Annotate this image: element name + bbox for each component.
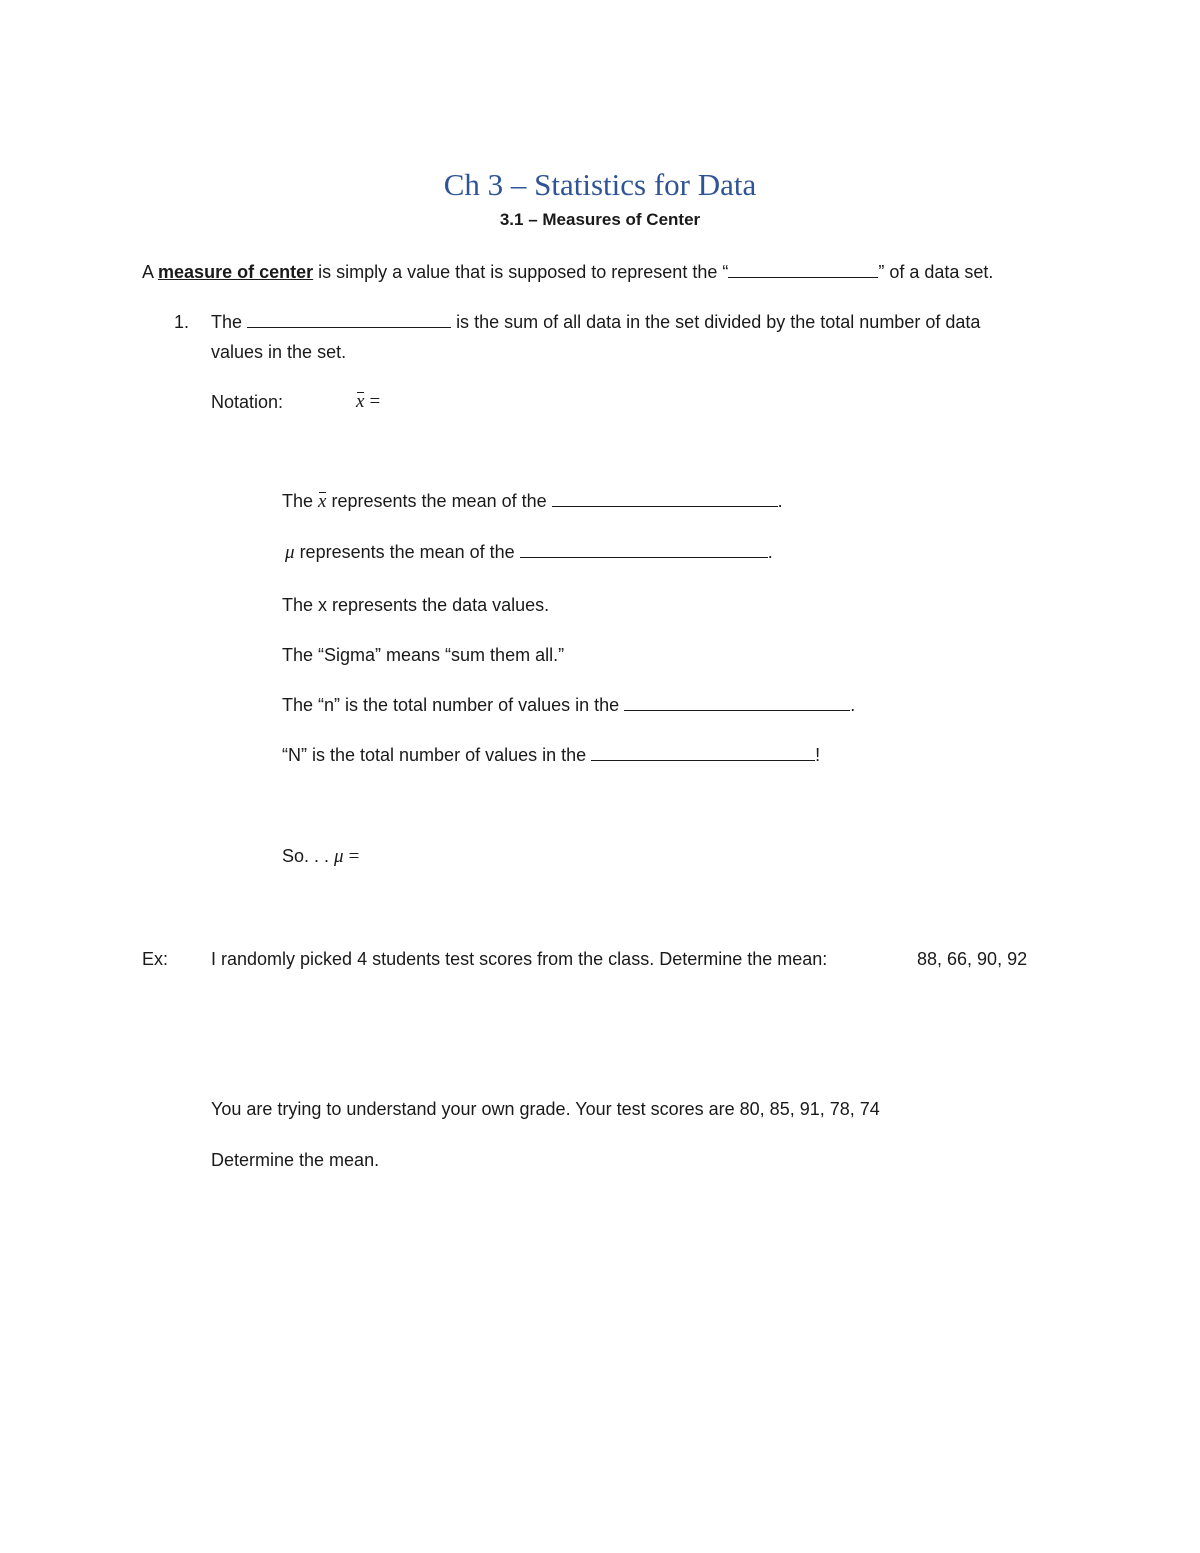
def-n-text: The “n” is the total number of values in the	[282, 695, 620, 715]
def-N-end: !	[815, 745, 821, 765]
xbar-symbol: x	[356, 391, 365, 412]
def-mu	[285, 541, 773, 564]
blank-intro[interactable]	[728, 261, 878, 278]
blank-N[interactable]	[591, 744, 815, 761]
practice-line2: Determine the mean.	[211, 1150, 380, 1170]
def-x: The x represents the data values.	[282, 595, 550, 615]
example-text: I randomly picked 4 students test scores from the class. Determine the mean:	[211, 949, 828, 969]
mu-symbol: μ	[334, 846, 344, 867]
item1-line2: values in the set.	[211, 342, 347, 362]
notation-label: Notation:	[211, 392, 284, 412]
def-n-end: .	[850, 695, 856, 715]
page-title: Ch 3 – Statistics for Data	[443, 167, 757, 202]
def-xbar-text: represents the mean of the	[331, 491, 547, 511]
def-n	[282, 694, 855, 716]
intro-text-a: is simply a value that is supposed to represent the “	[318, 262, 729, 282]
section-subtitle: 3.1 – Measures of Center	[499, 210, 701, 229]
intro-line	[142, 261, 993, 283]
term-measure-of-center: measure of center	[158, 262, 314, 282]
so-text: So. . .	[282, 846, 330, 866]
xbar-symbol: x	[318, 491, 327, 512]
equals-sign: =	[348, 846, 360, 867]
def-xbar-pre: The	[282, 491, 314, 511]
intro-prefix: A	[142, 262, 154, 282]
mu-symbol: μ	[285, 542, 295, 563]
def-sigma: The “Sigma” means “sum them all.”	[282, 645, 565, 665]
def-mu-text: represents the mean of the	[299, 542, 515, 562]
example-label: Ex:	[142, 949, 169, 969]
blank-mu[interactable]	[520, 541, 768, 558]
item1-text: is the sum of all data in the set divided by the total number of data	[456, 312, 981, 332]
def-xbar	[282, 490, 783, 513]
blank-xbar[interactable]	[552, 490, 778, 507]
item1-the: The	[211, 312, 243, 332]
example-scores: 88, 66, 90, 92	[917, 949, 1028, 969]
def-xbar-end: .	[777, 491, 783, 511]
so-mu-line	[282, 845, 359, 868]
equals-sign: =	[369, 391, 381, 412]
def-N-text: “N” is the total number of values in the	[282, 745, 587, 765]
def-mu-end: .	[767, 542, 773, 562]
blank-item1[interactable]	[247, 311, 451, 328]
notation-formula	[356, 390, 380, 413]
item1-line1	[211, 311, 980, 333]
item-number-1: 1.	[174, 312, 190, 332]
practice-line1: You are trying to understand your own grade. Your test scores are 80, 85, 91, 78, 74	[211, 1099, 880, 1119]
def-N	[282, 744, 820, 766]
blank-n[interactable]	[624, 694, 850, 711]
intro-text-b: ” of a data set.	[878, 262, 994, 282]
